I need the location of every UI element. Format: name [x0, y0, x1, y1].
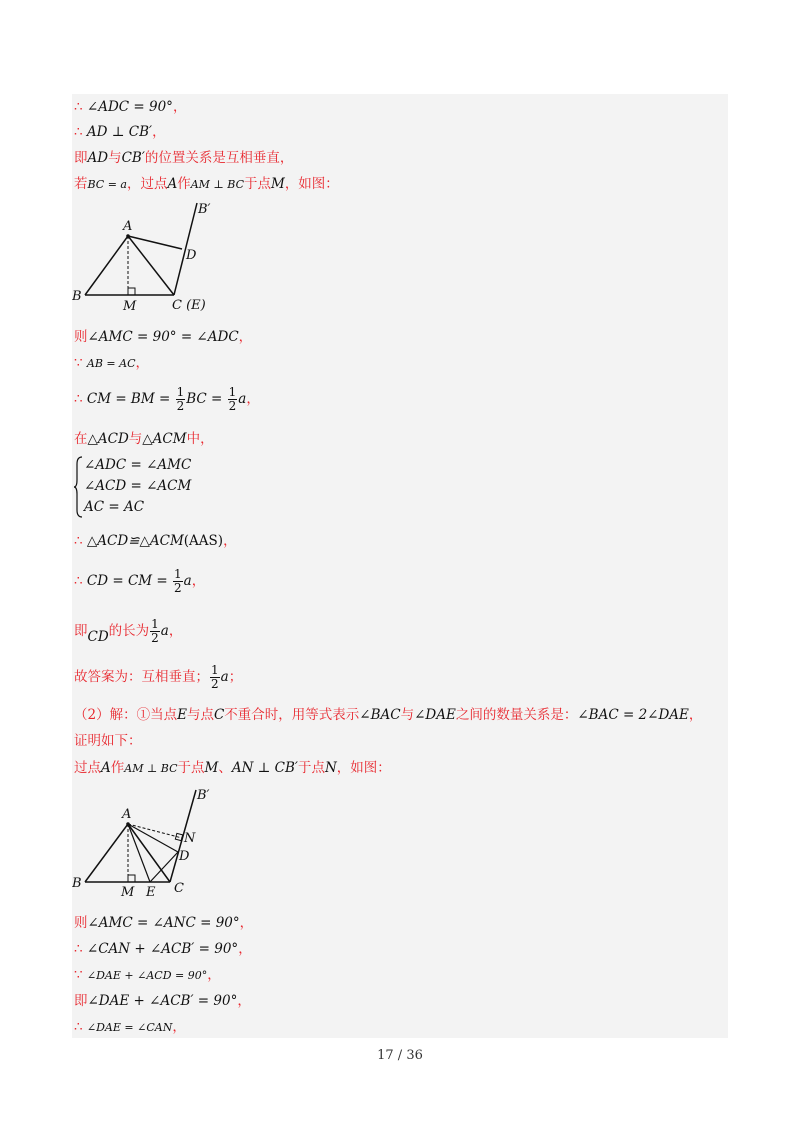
line-19: 即∠DAE + ∠ACB′ = 90°， — [74, 993, 251, 1009]
line-4: 若BC = a，过点A作AM ⊥ BC于点M，如图： — [74, 176, 339, 192]
label-a: A — [122, 807, 132, 822]
line-12: 故答案为：互相垂直； $\frac{1}{2}$ a； — [74, 663, 243, 691]
label-a: A — [123, 219, 133, 234]
fraction-half: $\frac{1}{2}$ — [151, 617, 159, 645]
page-number: 17 / 36 — [377, 1048, 423, 1063]
equation-system — [74, 456, 294, 518]
system-row: ∠ACD = ∠ACM — [84, 478, 192, 494]
label-m: M — [123, 299, 137, 314]
label-c: C — [174, 881, 184, 896]
label-b-prime: B′ — [198, 202, 211, 217]
solution-panel — [72, 94, 728, 1038]
label-b-prime: B′ — [197, 788, 210, 803]
system-row: AC = AC — [84, 499, 145, 515]
fraction-half: $\frac{1}{2}$ — [176, 385, 185, 413]
label-m: M — [121, 885, 135, 899]
label-d: D — [186, 248, 197, 263]
line-1: ∴ ∠ADC = 90°， — [74, 99, 187, 115]
line-3: 即AD与CB′的位置关系是互相垂直， — [74, 150, 294, 166]
line-10: ∴ CD = CM = $\frac{1}{2}$ a， — [74, 567, 206, 595]
line-18: ∵ ∠DAE + ∠ACD = 90°， — [74, 967, 221, 983]
line-2: ∴ AD ⊥ CB′， — [74, 124, 166, 140]
line-11: 即CD的长为 $\frac{1}{2}$ a， — [74, 617, 183, 645]
segment-ab — [85, 824, 128, 882]
line-7: ∴ CM = BM = $\frac{1}{2}$ BC = $\frac{1}{2}$ a， — [74, 385, 260, 413]
line-20: ∴ ∠DAE = ∠CAN， — [74, 1019, 186, 1035]
label-b: B — [72, 876, 82, 891]
line-13: （2）解：①当点E与点C不重合时，用等式表示∠BAC与∠DAE之间的数量关系是：∠BAC = 2∠DAE， — [74, 707, 703, 723]
label-b: B — [72, 289, 82, 304]
segment-ae — [128, 824, 150, 882]
label-c-e: C (E) — [172, 298, 206, 313]
line-16: 则∠AMC = ∠ANC = 90°， — [74, 915, 254, 931]
fraction-half: $\frac{1}{2}$ — [174, 567, 182, 595]
line-8: 在△ACD与△ACM中， — [74, 431, 214, 447]
line-14: 证明如下： — [74, 733, 142, 749]
point-a — [126, 234, 130, 238]
left-brace — [74, 456, 84, 518]
segment-ab — [85, 236, 128, 295]
right-angle-mark-m — [128, 875, 135, 882]
line-5: 则∠AMC = 90° = ∠ADC， — [74, 329, 253, 345]
line-17: ∴ ∠CAN + ∠ACB′ = 90°， — [74, 941, 252, 957]
line-15: 过点A作AM ⊥ BC于点M、AN ⊥ CB′于点N，如图： — [74, 760, 391, 776]
system-row: ∠ADC = ∠AMC — [84, 457, 192, 473]
point-a — [126, 822, 130, 826]
segment-ac — [128, 824, 170, 882]
triangle-figure-1 — [72, 199, 242, 314]
fraction-half: $\frac{1}{2}$ — [228, 385, 237, 413]
line-9: ∴ △ACD≌△ACM(AAS)， — [74, 533, 237, 549]
right-angle-mark — [128, 288, 135, 295]
triangle-figure-2 — [72, 784, 242, 899]
label-n: N — [184, 831, 196, 846]
label-e: E — [146, 885, 156, 899]
line-6: ∵ AB = AC， — [74, 355, 149, 371]
segment-ad — [128, 824, 178, 852]
label-d: D — [179, 849, 190, 864]
fraction-half: $\frac{1}{2}$ — [211, 663, 219, 691]
